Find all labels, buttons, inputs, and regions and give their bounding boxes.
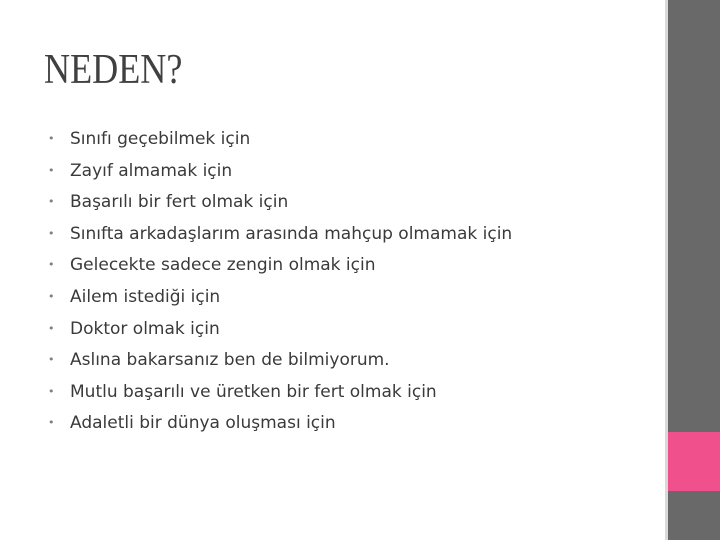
- bullet-icon: •: [48, 132, 55, 145]
- bullet-list: [48, 129, 648, 445]
- list-item: [48, 382, 648, 414]
- list-item: [48, 350, 648, 382]
- bullet-text: Gelecekte sadece zengin olmak için: [70, 255, 376, 276]
- bullet-icon: •: [48, 289, 55, 303]
- bullet-icon: •: [48, 353, 55, 367]
- bullet-text: Doktor olmak için: [70, 318, 220, 339]
- slide-title: NEDEN?: [44, 47, 183, 93]
- bullet-icon: •: [48, 258, 55, 272]
- list-item: [48, 161, 648, 193]
- bullet-text: Mutlu başarılı ve üretken bir fert olmak için: [70, 381, 437, 402]
- bullet-text: Sınıfta arkadaşlarım arasında mahçup olmamak için: [70, 223, 513, 244]
- bullet-icon: •: [48, 163, 55, 177]
- bullet-text: Sınıfı geçebilmek için: [70, 129, 251, 149]
- bullet-icon: •: [48, 416, 55, 430]
- bullet-icon: •: [48, 321, 55, 335]
- bullet-text: Başarılı bir fert olmak için: [70, 192, 289, 213]
- bullet-icon: •: [48, 195, 55, 209]
- bullet-text: Aslına bakarsanız ben de bilmiyorum.: [70, 350, 390, 371]
- bullet-text: Adaletli bir dünya oluşması için: [70, 413, 336, 434]
- list-item: [48, 413, 648, 445]
- list-item: [48, 192, 648, 224]
- list-item: [48, 287, 648, 319]
- list-item: [48, 319, 648, 351]
- bullet-icon: •: [48, 384, 55, 398]
- bullet-text: Zayıf almamak için: [70, 160, 233, 181]
- list-item: [48, 255, 648, 287]
- sidebar-accent-block: [668, 432, 720, 491]
- list-item: [48, 224, 648, 256]
- bullet-icon: •: [48, 226, 55, 240]
- list-item: [48, 129, 648, 161]
- bullet-text: Ailem istediği için: [70, 286, 221, 307]
